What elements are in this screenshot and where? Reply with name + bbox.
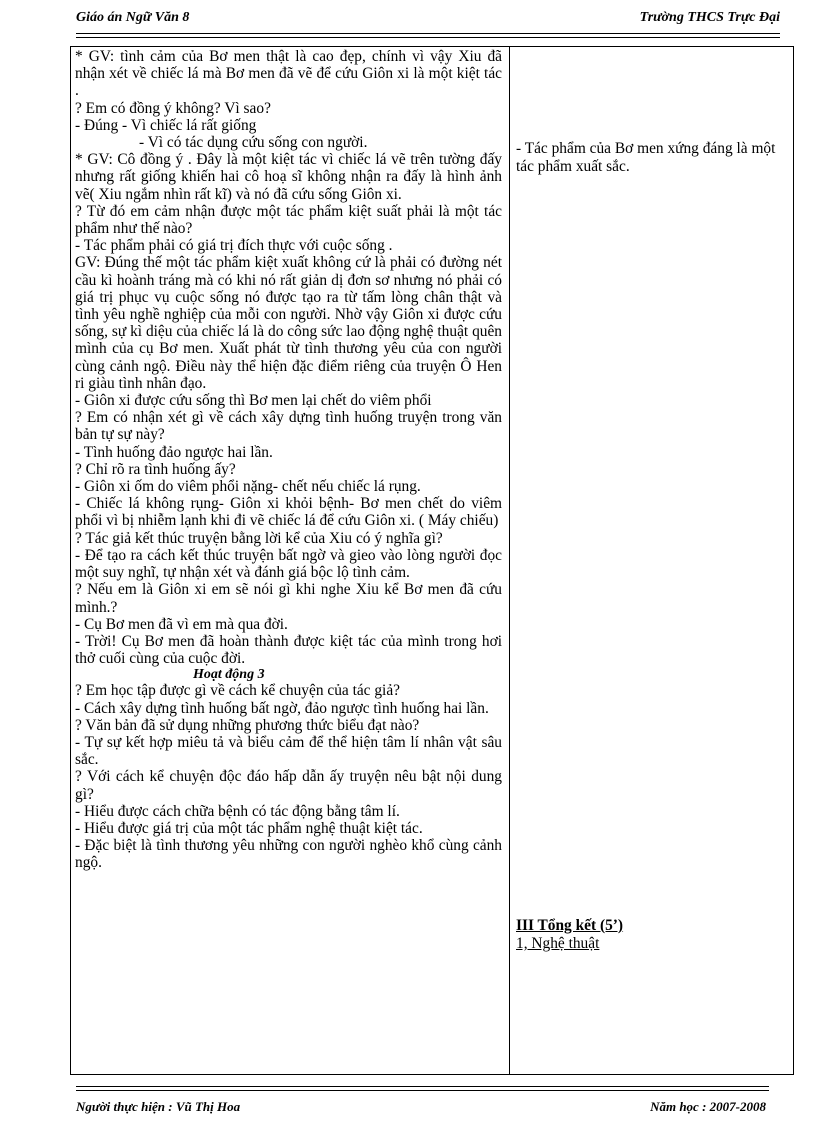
text-line: ? Từ đó em cảm nhận được một tác phẩm kiệt suất phải là một tác phẩm như thế nào? [75,202,502,238]
text-line: ? Chỉ rõ ra tình huống ấy? [75,460,236,478]
text-line: ? Với cách kể chuyện độc đáo hấp dẫn ấy truyện nêu bật nội dung gì? [75,768,502,803]
text-line: - Trời! Cụ Bơ men đã hoàn thành được kiệt tác của mình trong hơi thở cuối cùng của cuộc đời. [75,632,502,668]
text-line: - Tự sự kết hợp miêu tả và biểu cảm để thể hiện tâm lí nhân vật sâu sắc. [75,733,502,769]
text-line: ? Em có đồng ý không? Vì sao? [75,99,271,117]
text-line: - Giôn xi được cứu sống thì Bơ men lại chết do viêm phổi [75,392,432,410]
text-line: ? Em học tập được gì về cách kể chuyện của tác giả? [75,682,400,700]
text-line: - Giôn xi ốm do viêm phổi nặng- chết nếu chiếc lá rụng. [75,478,421,496]
header-school: Trường THCS Trực Đại [639,10,780,25]
text-line: - Để tạo ra cách kết thúc truyện bất ngờ và gieo vào lòng người đọc một suy nghĩ, tự nhận xét và đánh giá bộc lộ tình cảm. [75,546,502,582]
text-line: * GV: Cô đồng ý . Đây là một kiệt tác vì chiếc lá vẽ trên tường đấy nhưng rất giống khiến hai cô hoạ sĩ không nhận ra đấy là hình ảnh vẽ( Xiu ngắm nhìn rất kĩ) và nó đã cứu sống Giôn xi. [75,151,502,203]
header-rule [76,33,780,38]
header-subject: Giáo án Ngữ Văn 8 [76,10,190,25]
footer-rule [76,1086,769,1091]
text-line: ? Văn bản đã sử dụng những phương thức biểu đạt nào? [75,716,420,734]
text-line: ? Nếu em là Giôn xi em sẽ nói gì khi nghe Xiu kể Bơ men đã cứu mình.? [75,581,502,616]
text-line: - Đặc biệt là tình thương yêu những con người nghèo khổ cùng cảnh ngộ. [75,837,502,872]
text-line: GV: Đúng thế một tác phẩm kiệt xuất không cứ là phải có đường nét cầu kì hoành tráng mà có khi nó rất giản dị đơn sơ nhưng nó phải có giá trị phục vụ cuộc sống nó được tạo ra từ tấm lòng chân thật và tình yêu nghề nghiệp của mỗi con người. Nhờ vậy Giôn xi được cứu sống, sự kì diệu của chiếc lá là do công sức lao động nghệ thuật quên mình của cụ Bơ men. Xuất phát từ tình thương yêu của con người cùng cảnh ngộ. Điều này thể hiện đặc điểm riêng của truyện Ô Hen ri giàu tình nhân đạo. [75,254,502,392]
footer-author: Người thực hiện : Vũ Thị Hoa [76,1099,241,1114]
summary-section [516,917,788,953]
text-line: - Đúng - Vì chiếc lá rất giống [75,116,257,134]
text-line: - Tình huống đảo ngược hai lần. [75,443,273,461]
column-divider [509,46,510,1075]
text-line: - Cụ Bơ men đã vì em mà qua đời. [75,615,288,633]
text-line: ? Em có nhận xét gì về cách xây dựng tình huống truyện trong văn bản tự sự này? [75,409,502,444]
footer-school-year: Năm học : 2007-2008 [650,1099,766,1114]
text-line: - Cách xây dựng tình huống bất ngờ, đảo ngược tình huống hai lần. [75,699,489,717]
summary-heading: III Tổng kết (5’) [516,917,624,934]
teaching-activities-column [75,48,502,872]
text-line: * GV: tình cảm của Bơ men thật là cao đẹp, chính vì vậy Xiu đã nhận xét về chiếc lá mà Bơ men đã vẽ để cứu Giôn xi là một kiệt tác . [75,48,502,100]
text-line: - Chiếc lá không rụng- Giôn xi khỏi bệnh- Bơ men chết do viêm phổi vì bị nhiễm lạnh khi đi vẽ chiếc lá để cứu Giôn xi. ( Máy chiếu) [75,495,502,530]
activity-heading: Hoạt động 3 [193,667,265,683]
text-line: - Vì có tác dụng cứu sống con người. [139,134,368,152]
text-line: - Hiểu được giá trị của một tác phẩm nghệ thuật kiệt tác. [75,819,423,837]
content-note: - Tác phẩm của Bơ men xứng đáng là một tác phẩm xuất sắc. [516,140,776,175]
text-line: - Hiểu được cách chữa bệnh có tác động bằng tâm lí. [75,802,400,820]
text-line: ? Tác giả kết thúc truyện bằng lời kể của Xiu có ý nghĩa gì? [75,529,443,547]
text-line: - Tác phẩm phải có giá trị đích thực với cuộc sống . [75,237,393,255]
summary-subheading: 1, Nghệ thuật [516,935,600,952]
